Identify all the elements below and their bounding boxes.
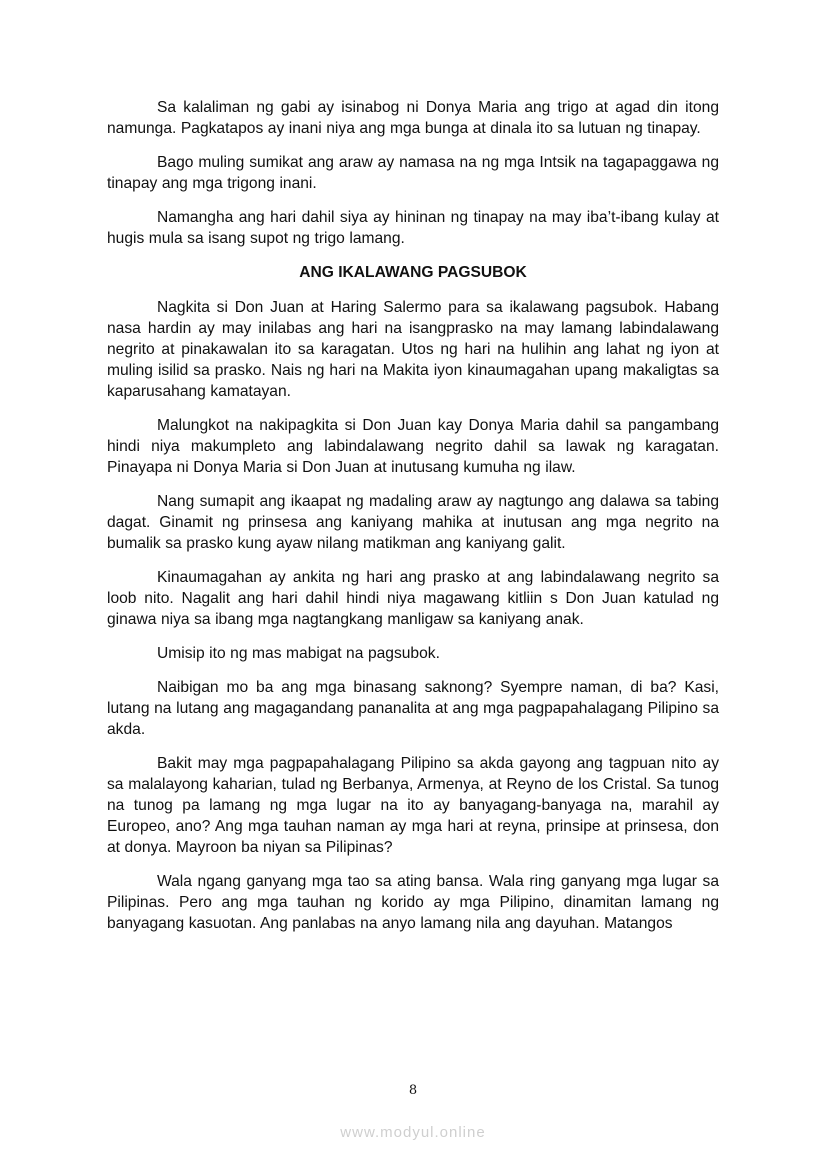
paragraph: Namangha ang hari dahil siya ay hininan ng tinapay na may iba’t-ibang kulay at hugis mula sa isang supot ng trigo lamang.	[107, 209, 719, 247]
paragraph: Umisip ito ng mas mabigat na pagsubok.	[157, 645, 440, 662]
paragraph: Bakit may mga pagpapahalagang Pilipino sa akda gayong ang tagpuan nito ay sa malalayong kaharian, tulad ng Berbanya, Armenya, at Reyno de los Cristal. Sa tunog na tunog pa lamang ng mga lugar na ito ay banyagang-banyaga na, marahil ay Europeo, ano? Ang mga tauhan naman ay mga hari at reyna, prinsipe at prinsesa, don at donya. Mayroon ba niyan sa Pilipinas?	[107, 755, 719, 856]
watermark-text: www.modyul.online	[340, 1124, 486, 1141]
paragraph: Nagkita si Don Juan at Haring Salermo para sa ikalawang pagsubok. Habang nasa hardin ay may inilabas ang hari na isangprasko na may lamang labindalawang negrito at pinakawalan ito sa karagatan. Utos ng hari na hulihin ang lahat ng iyon at muling isilid sa prasko. Nais ng hari na Makita iyon kinaumagahan upang makaligtas sa kaparusahang kamatayan.	[107, 299, 719, 400]
paragraph: Nang sumapit ang ikaapat ng madaling araw ay nagtungo ang dalawa sa tabing dagat. Ginamit ng prinsesa ang kaniyang mahika at inutusan ang mga negrito na bumalik sa prasko kung ayaw nilang matikman ang kaniyang galit.	[107, 493, 719, 552]
paragraph: Bago muling sumikat ang araw ay namasa na ng mga Intsik na tagapaggawa ng tinapay ang mga trigong inani.	[107, 154, 719, 192]
page-number: 8	[408, 1083, 418, 1098]
paragraph: Wala ngang ganyang mga tao sa ating bansa. Wala ring ganyang mga lugar sa Pilipinas. Pero ang mga tauhan ng korido ay mga Pilipino, dinamitan lamang ng banyagang kasuotan. Ang panlabas na anyo lamang nila ang dayuhan. Matangos	[107, 873, 719, 932]
section-heading: ANG IKALAWANG PAGSUBOK	[299, 264, 527, 281]
paragraph: Naibigan mo ba ang mga binasang saknong? Syempre naman, di ba? Kasi, lutang na lutang ang magagandang pananalita at ang mga pagpapahalagang Pilipino sa akda.	[107, 679, 719, 738]
paragraph: Malungkot na nakipagkita si Don Juan kay Donya Maria dahil sa pangambang hindi niya makumpleto ang labindalawang negrito dahil sa lawak ng karagatan. Pinayapa ni Donya Maria si Don Juan at inutusang kumuha ng ilaw.	[107, 417, 719, 476]
paragraph: Sa kalaliman ng gabi ay isinabog ni Donya Maria ang trigo at agad din itong namunga. Pagkatapos ay inani niya ang mga bunga at dinala ito sa lutuan ng tinapay.	[107, 99, 719, 137]
paragraph: Kinaumagahan ay ankita ng hari ang prasko at ang labindalawang negrito sa loob nito. Nagalit ang hari dahil hindi niya magawang kitliin s Don Juan katulad ng ginawa niya sa ibang mga nagtangkang manligaw sa kaniyang anak.	[107, 569, 719, 628]
page-body	[107, 97, 719, 947]
